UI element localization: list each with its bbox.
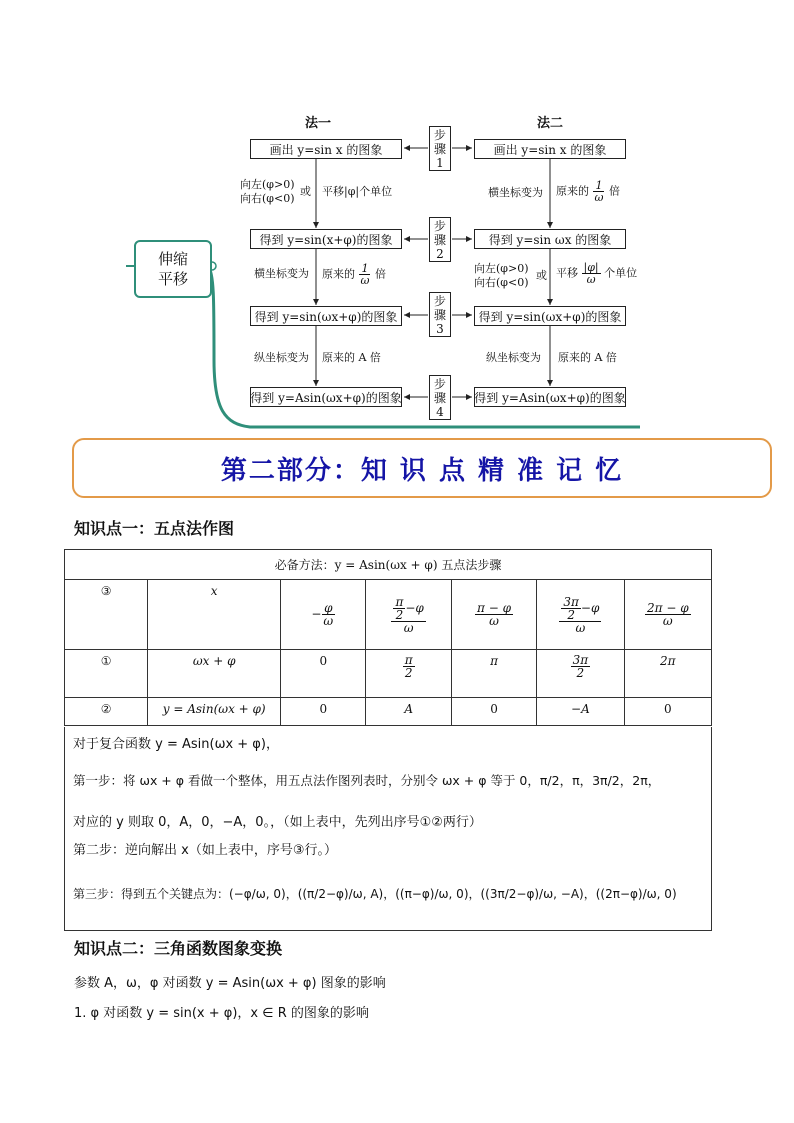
params-text: 参数 A，ω，φ 对函数 y = Asin(ωx + φ) 图象的影响 xyxy=(74,976,386,991)
right-note-scale-x: 横坐标变为 xyxy=(488,186,543,199)
table-cell: π xyxy=(451,650,536,698)
left-note-scale-y: 纵坐标变为 xyxy=(254,351,309,364)
right-note-shift: 向左(φ>0) 向右(φ<0) xyxy=(474,262,529,289)
left-note-or: 或 xyxy=(300,185,311,198)
table-cell: − $\frac{\varphi}{\omega}$ xyxy=(281,580,366,650)
left-note-shift-units: 平移|φ|个单位 xyxy=(322,185,393,198)
right-note-scale-factor: 原来的 $\frac{1}{\omega}$ 倍 xyxy=(556,179,620,204)
table-cell: $\frac{3\pi}{2}$ xyxy=(537,650,624,698)
steps-second: 第二步：逆向解出 x（如上表中，序号③行。） xyxy=(73,843,337,858)
table-cell: $\frac{\pi - \varphi}{\omega}$ xyxy=(451,580,536,650)
table-cell: $\frac{3\pi}{2}$ −φ ω xyxy=(537,580,624,650)
right-step4-box: 得到 y=Asin(ωx+φ)的图象 xyxy=(474,387,626,407)
scale-shift-node: 伸缩 平移 xyxy=(134,240,212,298)
left-step1-box: 画出 y=sin x 的图象 xyxy=(250,139,402,159)
phi-effect-text: 1. φ 对函数 y = sin(x + φ)，x ∈ R 的图象的影响 xyxy=(74,1006,369,1021)
five-point-steps xyxy=(64,727,712,931)
table-cell: $\frac{2\pi - \varphi}{\omega}$ xyxy=(624,580,711,650)
left-step3-box: 得到 y=sin(ωx+φ)的图象 xyxy=(250,306,402,326)
five-point-table xyxy=(64,549,712,726)
right-note-scale-y: 纵坐标变为 xyxy=(486,351,541,364)
method1-title: 法一 xyxy=(305,116,332,131)
step-4-label: 步 骤 4 xyxy=(429,375,451,420)
step-3-label: 步 骤 3 xyxy=(429,292,451,337)
table-row-head: x xyxy=(148,580,281,650)
method2-title: 法二 xyxy=(537,116,564,131)
table-row-label: ① xyxy=(65,650,148,698)
right-note-or: 或 xyxy=(536,269,547,282)
left-note-scale-x: 横坐标变为 xyxy=(254,267,309,280)
section-title-1: 知识点一：五点法作图 xyxy=(74,519,235,538)
section-title-2: 知识点二：三角函数图象变换 xyxy=(74,939,283,958)
table-cell: $\frac{\pi}{2}$ xyxy=(366,650,451,698)
table-cell: −A xyxy=(537,698,624,726)
table-cell: 2π xyxy=(624,650,711,698)
right-step1-box: 画出 y=sin x 的图象 xyxy=(474,139,626,159)
step-2-label: 步 骤 2 xyxy=(429,217,451,262)
right-step2-box: 得到 y=sin ωx 的图象 xyxy=(474,229,626,249)
left-step4-box: 得到 y=Asin(ωx+φ)的图象 xyxy=(250,387,402,407)
steps-first: 第一步：将 ωx + φ 看做一个整体，用五点法作图列表时，分别令 ωx + φ 等于 0，π/2，π，3π/2，2π， xyxy=(73,773,661,788)
table-cell: 0 xyxy=(624,698,711,726)
table-cell: 0 xyxy=(281,650,366,698)
table-row-label: ③ xyxy=(65,580,148,650)
left-step2-box: 得到 y=sin(x+φ)的图象 xyxy=(250,229,402,249)
step-1-label: 步 骤 1 xyxy=(429,126,451,171)
table-cell: 0 xyxy=(281,698,366,726)
table-row-label: ② xyxy=(65,698,148,726)
right-step3-box: 得到 y=sin(ωx+φ)的图象 xyxy=(474,306,626,326)
flowchart-lines xyxy=(0,0,794,440)
steps-first-cont: 对应的 y 则取 0，A，0，−A，0。，（如上表中，先列出序号①②两行） xyxy=(73,815,482,830)
table-caption: 必备方法：y = Asin(ωx + φ) 五点法步骤 xyxy=(65,550,712,580)
table-row-head: ωx + φ xyxy=(148,650,281,698)
right-note-shift-units: 平移 $\frac{|\varphi|}{\omega}$ 个单位 xyxy=(556,261,638,286)
right-note-scale-y-factor: 原来的 A 倍 xyxy=(558,351,617,364)
steps-intro: 对于复合函数 y = Asin(ωx + φ)， xyxy=(73,737,279,752)
table-row-head: y = Asin(ωx + φ) xyxy=(148,698,281,726)
table-cell: 0 xyxy=(451,698,536,726)
table-cell: A xyxy=(366,698,451,726)
steps-third: 第三步：得到五个关键点为：(−φ/ω, 0)，((π/2−φ)/ω, A)，((π−φ)/ω, 0)，((3π/2−φ)/ω, −A)，((2π−φ)/ω, 0) xyxy=(73,887,677,901)
left-note-scale-y-factor: 原来的 A 倍 xyxy=(322,351,381,364)
left-note-shift: 向左(φ>0) 向右(φ<0) xyxy=(240,178,295,205)
table-cell: $\frac{\pi}{2}$ −φ ω xyxy=(366,580,451,650)
part-two-banner: 第二部分：知 识 点 精 准 记 忆 xyxy=(72,438,772,498)
left-note-scale-factor: 原来的 $\frac{1}{\omega}$ 倍 xyxy=(322,262,386,287)
